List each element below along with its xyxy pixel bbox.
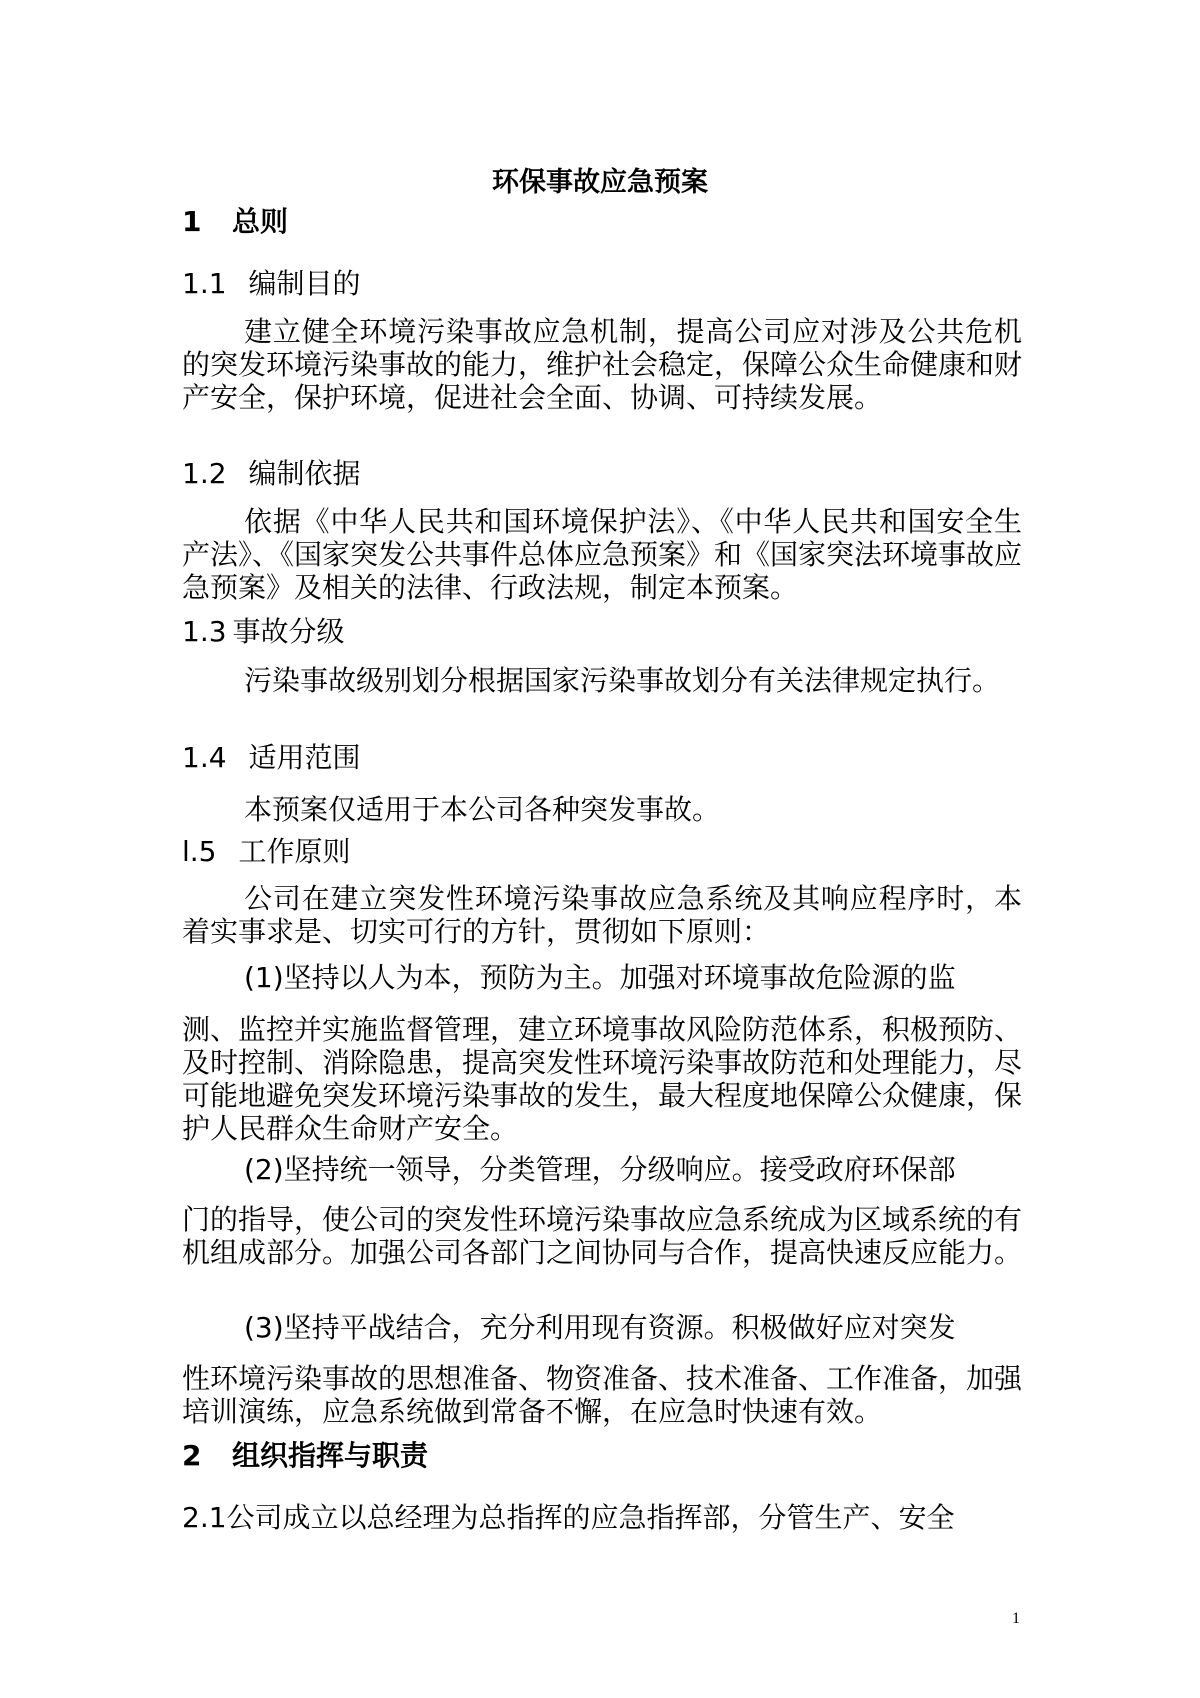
section-1-5-paragraph: 公司在建立突发性环境污染事故应急系统及其响应程序时，本着实事求是、切实可行的方针，贯彻如下原则： bbox=[182, 882, 1022, 948]
section-label: 事故分级 bbox=[232, 615, 345, 648]
section-number: 2 bbox=[182, 1439, 202, 1472]
section-2-1-paragraph: 2.1公司成立以总经理为总指挥的应急指挥部，分管生产、安全 bbox=[182, 1501, 955, 1534]
section-label: 适用范围 bbox=[248, 741, 361, 774]
section-label: 组织指挥与职责 bbox=[232, 1439, 429, 1472]
section-label: 编制目的 bbox=[248, 267, 361, 300]
section-number: 1.4 bbox=[182, 741, 227, 774]
section-1-1-paragraph: 建立健全环境污染事故应急机制，提高公司应对涉及公共危机的突发环境污染事故的能力，维护社会稳定，保障公众生命健康和财产安全，保护环境，促进社会全面、协调、可持续发展。 bbox=[182, 315, 1023, 414]
section-1-4-paragraph: 本预案仅适用于本公司各种突发事故。 bbox=[244, 793, 721, 826]
section-1-4-heading bbox=[182, 740, 361, 776]
section-2-heading bbox=[182, 1438, 428, 1474]
principle-2-body: 门的指导，使公司的突发性环境污染事故应急系统成为区域系统的有机组成部分。加强公司各部门之间协同与合作，提高快速反应能力。 bbox=[182, 1203, 1023, 1269]
section-number: 1.3 bbox=[182, 615, 227, 648]
section-label: 工作原则 bbox=[238, 835, 351, 868]
section-number: 1 bbox=[182, 205, 202, 238]
section-1-1-heading bbox=[182, 266, 361, 302]
page-number: 1 bbox=[1012, 1610, 1020, 1627]
principle-1-lead: (1)坚持以人为本，预防为主。加强对环境事故危险源的监 bbox=[244, 961, 956, 994]
section-1-2-paragraph: 依据《中华人民共和国环境保护法》、《中华人民共和国安全生产法》、《国家突发公共事件总体应急预案》和《国家突法环境事故应急预案》及相关的法律、行政法规，制定本预案。 bbox=[182, 505, 1023, 604]
document-title: 环保事故应急预案 bbox=[492, 167, 708, 198]
principle-3-lead: (3)坚持平战结合，充分利用现有资源。积极做好应对突发 bbox=[244, 1311, 956, 1344]
section-number: l.5 bbox=[182, 835, 217, 868]
section-1-5-heading bbox=[182, 834, 351, 870]
section-1-2-heading bbox=[182, 456, 361, 492]
principle-3-body: 性环境污染事故的思想准备、物资准备、技术准备、工作准备，加强培训演练，应急系统做到常备不懈，在应急时快速有效。 bbox=[182, 1362, 1023, 1428]
section-label: 总则 bbox=[232, 205, 289, 238]
section-1-3-paragraph: 污染事故级别划分根据国家污染事故划分有关法律规定执行。 bbox=[244, 664, 1001, 697]
principle-1-body: 测、监控并实施监督管理，建立环境事故风险防范体系，积极预防、及时控制、消除隐患，提高突发性环境污染事故防范和处理能力，尽可能地避免突发环境污染事故的发生，最大程度地保障公众健康，保护人民群众生命财产安全。 bbox=[182, 1013, 1023, 1145]
section-1-heading bbox=[182, 204, 288, 240]
section-1-3-heading bbox=[182, 614, 345, 650]
section-label: 编制依据 bbox=[248, 457, 361, 490]
section-number: 1.1 bbox=[182, 267, 227, 300]
principle-2-lead: (2)坚持统一领导，分类管理，分级响应。接受政府环保部 bbox=[244, 1153, 956, 1186]
section-number: 1.2 bbox=[182, 457, 227, 490]
